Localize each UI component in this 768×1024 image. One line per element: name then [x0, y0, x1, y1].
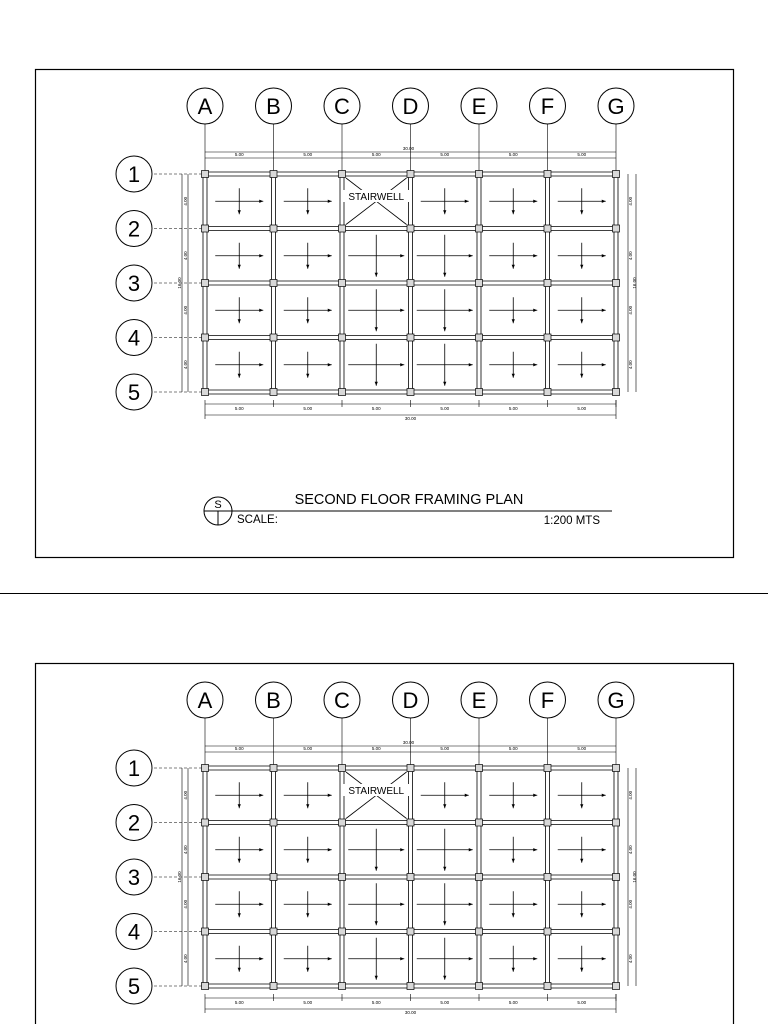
row-grid-label: 2 — [127, 216, 141, 242]
column-grid-label: F — [540, 688, 555, 713]
column — [407, 765, 414, 772]
column-grid-label: E — [471, 94, 487, 119]
bay-depth-dimension: 4.00 — [183, 790, 188, 800]
arrow-head — [238, 374, 241, 378]
bay-width-dimension: 5.00 — [508, 152, 518, 157]
column — [476, 765, 483, 772]
column — [202, 765, 209, 772]
arrow-head — [580, 859, 583, 863]
arrow-head — [512, 319, 515, 323]
arrow-head — [400, 957, 404, 960]
column-grid-label: A — [197, 688, 213, 713]
column — [339, 171, 346, 178]
column — [202, 334, 209, 341]
arrow-head — [306, 859, 309, 863]
arrow-head — [375, 867, 378, 871]
arrow-head — [580, 265, 583, 269]
column — [407, 874, 414, 881]
column-grid-label: A — [197, 94, 213, 119]
column — [476, 983, 483, 990]
arrow-head — [375, 273, 378, 277]
bay-depth-dimension: 4.00 — [183, 845, 188, 855]
row-grid-label: 5 — [127, 380, 141, 405]
column — [339, 389, 346, 396]
arrow-head — [259, 957, 263, 960]
arrow-head — [328, 254, 332, 257]
arrow-head — [328, 309, 332, 312]
column — [202, 819, 209, 826]
column — [407, 171, 414, 178]
arrow-head — [602, 848, 606, 851]
column — [613, 280, 620, 287]
arrow-head — [443, 327, 446, 331]
bay-depth-dimension: 4.00 — [628, 251, 633, 261]
bay-width-dimension: 5.00 — [303, 152, 313, 157]
bay-width-dimension: 5.00 — [234, 406, 244, 411]
column — [339, 765, 346, 772]
bay-width-dimension: 5.00 — [234, 152, 244, 157]
section-symbol-letter: S — [214, 499, 222, 511]
bay-depth-dimension: 4.00 — [183, 954, 188, 964]
arrow-head — [602, 794, 606, 797]
column-grid-label: B — [266, 688, 281, 713]
bay-width-dimension: 5.00 — [303, 746, 313, 751]
arrow-head — [259, 794, 263, 797]
arrow-head — [469, 903, 473, 906]
arrow-head — [238, 859, 241, 863]
arrow-head — [259, 363, 263, 366]
bay-width-dimension: 5.00 — [371, 406, 381, 411]
column — [339, 280, 346, 287]
scale-label: SCALE: — [237, 514, 278, 526]
column — [407, 334, 414, 341]
bay-width-dimension: 5.00 — [440, 152, 450, 157]
arrow-head — [238, 804, 241, 808]
arrow-head — [306, 804, 309, 808]
arrow-head — [533, 309, 537, 312]
bay-depth-dimension: 4.00 — [628, 196, 633, 206]
arrow-head — [533, 363, 537, 366]
row-grid-label: 5 — [127, 974, 141, 999]
arrow-head — [469, 957, 473, 960]
arrow-head — [580, 913, 583, 917]
column — [544, 983, 551, 990]
row-grid-label: 1 — [127, 756, 141, 781]
column — [613, 874, 620, 881]
bay-width-dimension: 5.00 — [371, 746, 381, 751]
bay-width-dimension: 5.00 — [508, 746, 518, 751]
column-grid-label: G — [607, 94, 625, 119]
bay-depth-dimension: 4.00 — [628, 954, 633, 964]
bay-depth-dimension: 4.00 — [183, 305, 188, 315]
bay-depth-dimension: 4.00 — [183, 196, 188, 206]
column — [339, 874, 346, 881]
overall-depth-dimension: 16.00 — [177, 871, 182, 883]
overall-width-dimension: 30.00 — [404, 416, 417, 421]
arrow-head — [602, 254, 606, 257]
arrow-head — [259, 903, 263, 906]
scale-value: 1:200 MTS — [543, 515, 600, 527]
bay-width-dimension: 5.00 — [508, 1000, 518, 1005]
column — [544, 765, 551, 772]
arrow-head — [512, 265, 515, 269]
overall-width-dimension: 30.00 — [404, 1010, 417, 1015]
framing-plan-drawing — [0, 594, 768, 1024]
arrow-head — [259, 200, 263, 203]
bay-width-dimension: 5.00 — [508, 406, 518, 411]
arrow-head — [533, 848, 537, 851]
column — [544, 389, 551, 396]
arrow-head — [259, 309, 263, 312]
column — [202, 983, 209, 990]
row-grid-label: 3 — [127, 865, 141, 890]
arrow-head — [306, 265, 309, 269]
bay-width-dimension: 5.00 — [577, 406, 587, 411]
arrow-head — [512, 859, 515, 863]
column — [613, 171, 620, 178]
column — [407, 819, 414, 826]
column — [339, 928, 346, 935]
arrow-head — [602, 309, 606, 312]
column-grid-label: D — [402, 94, 419, 119]
arrow-head — [533, 957, 537, 960]
column — [476, 928, 483, 935]
arrow-head — [512, 968, 515, 972]
column-grid-label: F — [540, 94, 555, 119]
bay-depth-dimension: 4.00 — [183, 251, 188, 261]
arrow-head — [580, 374, 583, 378]
bay-depth-dimension: 4.00 — [183, 360, 188, 370]
drawing-title: SECOND FLOOR FRAMING PLAN — [294, 492, 524, 508]
arrow-head — [443, 867, 446, 871]
arrow-head — [238, 968, 241, 972]
overall-depth-dimension: 16.00 — [632, 277, 637, 289]
column — [202, 280, 209, 287]
bay-width-dimension: 5.00 — [440, 746, 450, 751]
arrow-head — [533, 200, 537, 203]
row-grid-label: 4 — [127, 919, 141, 945]
column — [339, 983, 346, 990]
arrow-head — [328, 957, 332, 960]
column — [407, 280, 414, 287]
bay-width-dimension: 5.00 — [577, 152, 587, 157]
column — [407, 389, 414, 396]
arrow-head — [328, 794, 332, 797]
column — [476, 819, 483, 826]
arrow-head — [306, 913, 309, 917]
arrow-head — [328, 200, 332, 203]
arrow-head — [443, 273, 446, 277]
arrow-head — [400, 848, 404, 851]
column — [476, 334, 483, 341]
arrow-head — [328, 848, 332, 851]
bay-depth-dimension: 4.00 — [628, 790, 633, 800]
column — [613, 389, 620, 396]
column — [339, 334, 346, 341]
column — [544, 280, 551, 287]
arrow-head — [400, 254, 404, 257]
bay-width-dimension: 5.00 — [234, 1000, 244, 1005]
column — [544, 874, 551, 881]
column — [202, 389, 209, 396]
bay-width-dimension: 5.00 — [303, 1000, 313, 1005]
row-grid-label: 3 — [127, 271, 141, 296]
arrow-head — [469, 309, 473, 312]
column-grid-label: G — [607, 688, 625, 713]
arrow-head — [443, 921, 446, 925]
arrow-head — [580, 968, 583, 972]
arrow-head — [602, 903, 606, 906]
column — [407, 928, 414, 935]
bay-depth-dimension: 4.00 — [183, 899, 188, 909]
bay-width-dimension: 5.00 — [234, 746, 244, 751]
bay-depth-dimension: 4.00 — [628, 305, 633, 315]
column — [202, 874, 209, 881]
arrow-head — [512, 804, 515, 808]
column — [544, 171, 551, 178]
arrow-head — [375, 327, 378, 331]
arrow-head — [375, 382, 378, 386]
arrow-head — [238, 210, 241, 214]
arrow-head — [238, 319, 241, 323]
column — [544, 928, 551, 935]
column-grid-label: E — [471, 688, 487, 713]
column — [613, 819, 620, 826]
column — [613, 225, 620, 232]
column — [339, 819, 346, 826]
overall-width-dimension: 30.00 — [402, 740, 415, 745]
arrow-head — [328, 363, 332, 366]
column — [407, 983, 414, 990]
arrow-head — [238, 913, 241, 917]
arrow-head — [443, 210, 446, 214]
arrow-head — [469, 363, 473, 366]
column — [202, 171, 209, 178]
arrow-head — [469, 254, 473, 257]
bay-width-dimension: 5.00 — [577, 746, 587, 751]
column — [613, 928, 620, 935]
drawing-sheet-2 — [0, 594, 768, 1024]
stairwell-label: STAIRWELL — [348, 786, 405, 797]
arrow-head — [400, 309, 404, 312]
bay-depth-dimension: 4.00 — [628, 899, 633, 909]
arrow-head — [306, 968, 309, 972]
arrow-head — [512, 913, 515, 917]
bay-width-dimension: 5.00 — [371, 152, 381, 157]
column — [613, 334, 620, 341]
arrow-head — [580, 319, 583, 323]
column — [270, 171, 277, 178]
arrow-head — [443, 382, 446, 386]
column-grid-label: C — [334, 688, 350, 713]
column — [544, 819, 551, 826]
arrow-head — [465, 200, 469, 203]
bay-depth-dimension: 4.00 — [628, 845, 633, 855]
arrow-head — [469, 848, 473, 851]
column — [202, 928, 209, 935]
column-grid-label: B — [266, 94, 281, 119]
arrow-head — [580, 804, 583, 808]
overall-width-dimension: 30.00 — [402, 146, 415, 151]
overall-depth-dimension: 16.00 — [177, 277, 182, 289]
arrow-head — [533, 903, 537, 906]
arrow-head — [306, 319, 309, 323]
arrow-head — [465, 794, 469, 797]
column — [476, 874, 483, 881]
column — [407, 225, 414, 232]
bay-width-dimension: 5.00 — [577, 1000, 587, 1005]
arrow-head — [602, 363, 606, 366]
arrow-head — [306, 210, 309, 214]
bay-width-dimension: 5.00 — [303, 406, 313, 411]
arrow-head — [328, 903, 332, 906]
bay-depth-dimension: 4.00 — [628, 360, 633, 370]
arrow-head — [375, 976, 378, 980]
column — [270, 928, 277, 935]
column — [544, 225, 551, 232]
column — [476, 389, 483, 396]
overall-depth-dimension: 16.00 — [632, 871, 637, 883]
column — [544, 334, 551, 341]
column — [270, 765, 277, 772]
column-grid-label: D — [402, 688, 419, 713]
stairwell-label: STAIRWELL — [348, 192, 405, 203]
arrow-head — [259, 254, 263, 257]
arrow-head — [306, 374, 309, 378]
row-grid-label: 2 — [127, 810, 141, 836]
bay-width-dimension: 5.00 — [371, 1000, 381, 1005]
arrow-head — [400, 363, 404, 366]
column — [270, 983, 277, 990]
arrow-head — [375, 921, 378, 925]
arrow-head — [238, 265, 241, 269]
column — [270, 334, 277, 341]
column — [613, 765, 620, 772]
column — [613, 983, 620, 990]
arrow-head — [443, 976, 446, 980]
column — [270, 280, 277, 287]
arrow-head — [443, 804, 446, 808]
arrow-head — [533, 254, 537, 257]
arrow-head — [602, 957, 606, 960]
column — [270, 874, 277, 881]
row-grid-label: 4 — [127, 325, 141, 351]
column — [202, 225, 209, 232]
arrow-head — [533, 794, 537, 797]
column — [339, 225, 346, 232]
column — [476, 171, 483, 178]
arrow-head — [400, 903, 404, 906]
arrow-head — [580, 210, 583, 214]
arrow-head — [602, 200, 606, 203]
column — [270, 225, 277, 232]
title-block — [204, 492, 612, 527]
bay-width-dimension: 5.00 — [440, 1000, 450, 1005]
column — [476, 280, 483, 287]
column-grid-label: C — [334, 94, 350, 119]
arrow-head — [259, 848, 263, 851]
column — [476, 225, 483, 232]
arrow-head — [512, 210, 515, 214]
bay-width-dimension: 5.00 — [440, 406, 450, 411]
column — [270, 819, 277, 826]
row-grid-label: 1 — [127, 162, 141, 187]
arrow-head — [512, 374, 515, 378]
column — [270, 389, 277, 396]
